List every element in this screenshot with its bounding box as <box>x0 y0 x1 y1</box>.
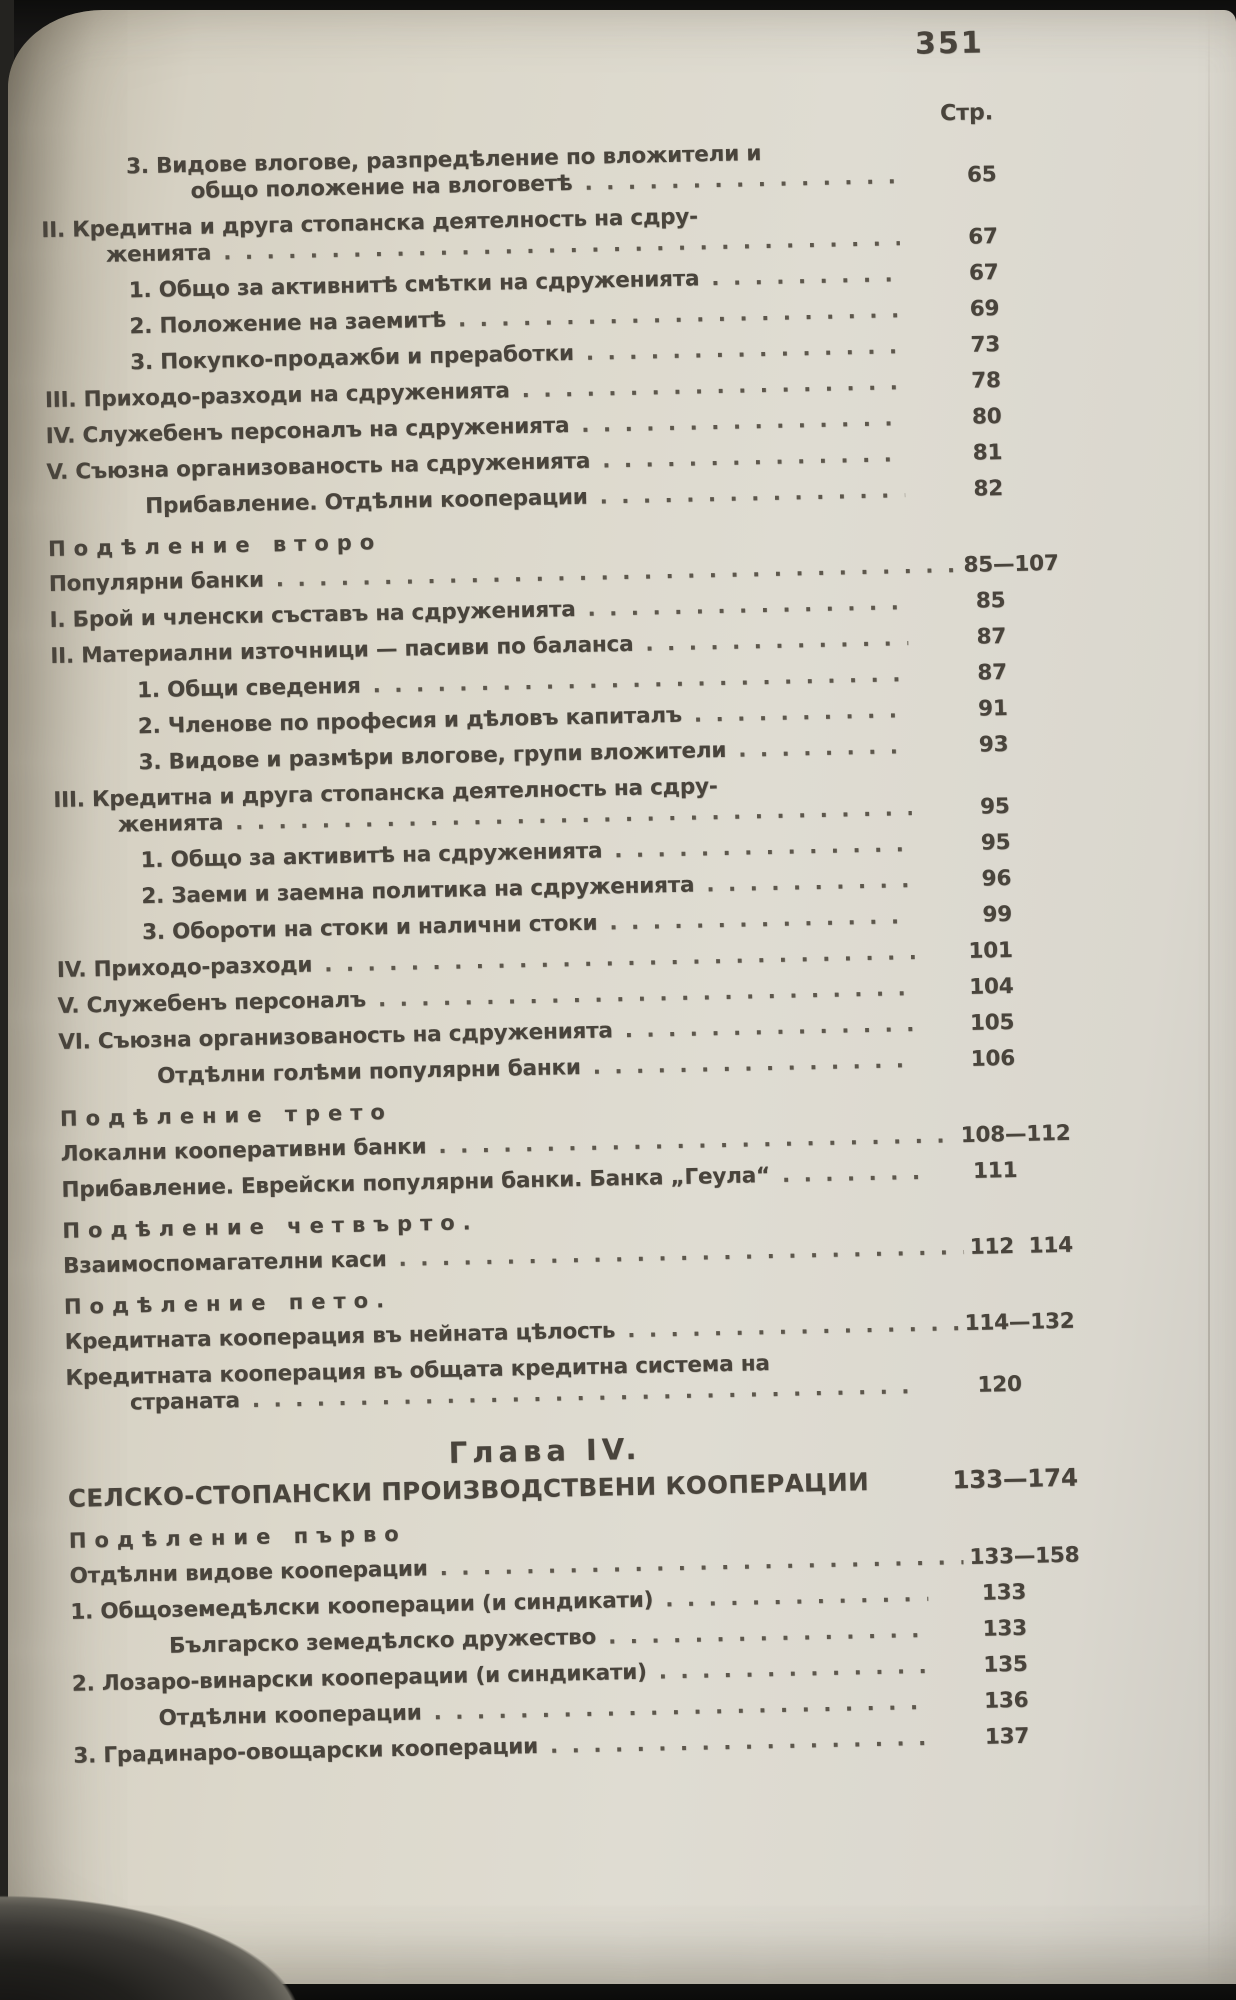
dot-leader <box>378 976 916 1013</box>
table-surface <box>0 1880 330 2000</box>
toc-entry-text: II. Материални източници — пасиви по баланса <box>50 631 634 670</box>
page-reference: 137 <box>984 1723 1030 1750</box>
toc-entry-text: 3. Видове влогове, разпредѣление по вложители и <box>125 141 762 180</box>
toc-entry-text: 1. Общоземедѣлски кооперации (и синдикати) <box>70 1587 654 1625</box>
page-reference: 136 <box>983 1687 1029 1714</box>
dot-leader <box>438 1123 955 1160</box>
dot-leader <box>276 553 958 593</box>
toc-entry-text: 2. Заеми и заемна политика на сдруженията <box>141 872 695 910</box>
toc-entry-text: Подѣление четвърто. <box>62 1210 479 1243</box>
dot-leader <box>609 904 914 936</box>
toc-entry-text: Отдѣлни видове кооперации <box>69 1556 428 1589</box>
toc-entry-text: страната <box>129 1388 241 1416</box>
dot-leader <box>521 370 903 404</box>
toc-entry-text: Кредитната кооперация въ общата кредитна система на <box>65 1351 770 1391</box>
page-number: 351 <box>914 25 985 62</box>
dot-leader <box>602 442 905 474</box>
page-reference: 65 <box>966 162 997 188</box>
page-reference: 87 <box>976 624 1007 650</box>
toc-entry-text: СЕЛСКО-СТОПАНСКИ ПРОИЗВОДСТВЕНИ КООПЕРАЦИИ <box>67 1467 870 1513</box>
dot-leader <box>665 1582 928 1614</box>
page-reference: 120 <box>977 1371 1023 1398</box>
page-reference: 114—132 <box>964 1308 1075 1337</box>
toc-entry-text: общо положение на влоговетѣ <box>190 170 573 204</box>
page-reference: 133 <box>982 1615 1028 1642</box>
page-reference: 101 <box>968 937 1013 964</box>
page-reference: 135 <box>983 1651 1028 1678</box>
dot-leader <box>398 1235 964 1273</box>
toc-row <box>65 1346 1022 1418</box>
dot-leader <box>587 590 907 623</box>
toc-entry-text: 2. Членове по професия и дѣловъ капиталъ <box>137 702 683 740</box>
toc-row <box>40 136 997 208</box>
dot-leader <box>782 1160 920 1189</box>
toc-entry-text: Подѣление второ <box>47 530 383 562</box>
page-reference: 133—158 <box>969 1542 1080 1570</box>
toc-row <box>53 768 1010 840</box>
page-reference: 78 <box>970 368 1002 394</box>
dot-leader <box>439 1545 963 1582</box>
toc-entry-text: 3. Видове и размѣри влогове, групи вложители <box>138 737 727 776</box>
toc-entry-text: Подѣление трето <box>59 1099 394 1131</box>
page-reference: 112 114 <box>969 1232 1074 1260</box>
toc-entry-text: Взаимоспомагателни каси <box>62 1247 387 1279</box>
dot-leader <box>627 1311 959 1344</box>
page-reference: 133 <box>981 1579 1027 1606</box>
toc-entry-text: 3. Градинаро-овощарски кооперации <box>73 1734 539 1769</box>
page-reference: 99 <box>982 901 1013 928</box>
toc-entry-text: I. Брой и членски съставъ на сдруженията <box>49 597 576 634</box>
dot-leader <box>599 478 905 510</box>
dot-leader <box>614 832 913 864</box>
toc-entry-text: VI. Съюзна организованость на сдруженията <box>58 1018 613 1055</box>
page-reference: 82 <box>973 476 1004 502</box>
toc-row <box>41 198 998 270</box>
toc-entry-text: 1. Общо за активитѣ на сдруженията <box>140 838 603 874</box>
toc-entry-text: 2. Лозаро-винарски кооперации (и синдикати) <box>71 1659 647 1697</box>
page-reference: 111 <box>972 1157 1018 1184</box>
dot-leader <box>706 868 913 898</box>
page-reference: 87 <box>977 660 1008 686</box>
toc-entry-text: III. Приходо-разходи на сдруженията <box>44 378 510 414</box>
dot-leader <box>711 262 901 292</box>
book-page <box>8 10 1236 1984</box>
toc-entry-text: женията <box>117 810 224 838</box>
page-reference: 133—174 <box>952 1462 1079 1495</box>
toc-entry-text: женията <box>105 240 212 268</box>
page-reference: 73 <box>970 332 1001 358</box>
toc-entry-text: Отдѣлни кооперации <box>158 1700 422 1731</box>
dot-leader <box>658 1654 930 1686</box>
page-reference: 81 <box>972 440 1003 466</box>
toc-list <box>40 136 1080 1770</box>
dot-leader <box>624 1012 916 1044</box>
toc-entry-text: 1. Общи сведения <box>136 673 361 704</box>
page-reference: 85 <box>975 588 1006 614</box>
toc-entry-text: Подѣление пето. <box>63 1288 393 1319</box>
toc-entry-text: Българско земедѣлско дружество <box>168 1624 597 1659</box>
toc-entry-text: 3. Покупко-продажби и преработки <box>129 341 575 376</box>
dot-leader <box>458 298 902 333</box>
toc-entry-text: IV. Служебенъ персоналъ на сдруженията <box>45 413 570 450</box>
dot-leader <box>372 662 909 699</box>
toc-entry-text: 1. Общо за активнитѣ смѣтки на сдруженията <box>128 266 700 304</box>
dot-leader <box>433 1690 930 1726</box>
toc-entry-text: Прибавление. Отдѣлни кооперации <box>144 484 588 520</box>
toc-entry-text: Прибавление. Еврейски популярни банки. Банка „Геула“ <box>61 1163 771 1203</box>
page-reference: 93 <box>978 731 1009 758</box>
toc-entry-text: 3. Обороти на стоки и налични стоки <box>141 910 598 946</box>
toc-entry-text: II. Кредитна и друга стопанска деятелность на сдру- <box>41 204 699 244</box>
page-reference: 67 <box>968 260 999 286</box>
dot-leader <box>581 406 904 439</box>
page-reference: 67 <box>967 224 999 250</box>
toc-entry-text: Кредитната кооперация въ нейната цѣлость <box>64 1318 616 1355</box>
page-content <box>38 25 1080 1780</box>
toc-entry-text: 2. Положение на заемитѣ <box>129 307 447 340</box>
toc-entry-text: V. Служебенъ персоналъ <box>57 987 367 1019</box>
chapter-title-row <box>67 1462 1079 1514</box>
dot-leader <box>324 940 915 978</box>
dot-leader <box>738 734 911 764</box>
dot-leader <box>881 1488 946 1489</box>
toc-entry-text: IV. Приходо-разходи <box>56 952 313 983</box>
page-reference: 69 <box>969 296 1000 322</box>
toc-entry-text: III. Кредитна и друга стопанска деятелность на сдру- <box>53 774 718 813</box>
dot-leader <box>592 1048 917 1081</box>
page-reference: 108—112 <box>960 1120 1071 1149</box>
dot-leader <box>550 1726 932 1760</box>
toc-entry-text: Подѣление първо <box>68 1521 407 1553</box>
page-reference: 104 <box>968 973 1014 1000</box>
toc-entry-text: Популярни банки <box>48 567 265 598</box>
dot-leader <box>645 626 908 657</box>
page-column-header: Стр. <box>939 100 994 127</box>
toc-entry-text: Локални кооперативни банки <box>60 1134 427 1167</box>
toc-entry-text: Глава IV. <box>448 1431 642 1470</box>
page-reference: 106 <box>970 1045 1016 1072</box>
toc-entry-text: Отдѣлни голѣми популярни банки <box>156 1055 581 1089</box>
dot-leader <box>694 698 910 729</box>
page-reference: 91 <box>977 695 1008 722</box>
dot-leader <box>608 1618 929 1651</box>
page-reference: 95 <box>979 793 1010 820</box>
page-reference: 96 <box>981 865 1012 892</box>
page-reference: 80 <box>971 404 1002 430</box>
page-reference: 95 <box>980 829 1011 856</box>
dot-leader <box>584 164 899 197</box>
dot-leader <box>586 334 903 367</box>
toc-entry-text: V. Съюзна организованость на сдруженията <box>46 448 591 486</box>
page-reference: 105 <box>969 1009 1015 1036</box>
page-reference: 85—107 <box>963 550 1059 578</box>
